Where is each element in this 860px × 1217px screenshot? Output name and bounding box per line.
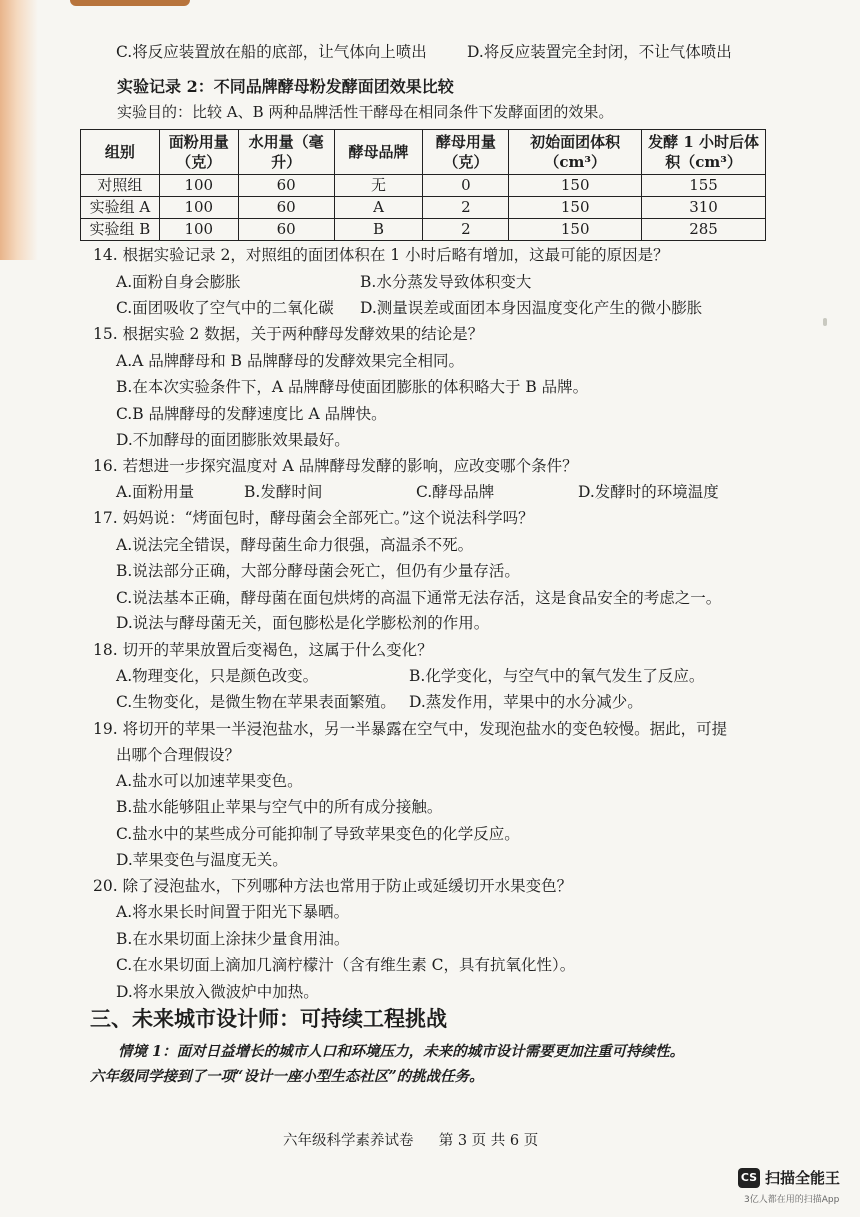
table-cell: 100	[159, 175, 238, 197]
table-cell: 150	[509, 197, 642, 219]
q20-option-d: D.将水果放入微波炉中加热。	[116, 983, 319, 1001]
page-edge-shadow	[0, 0, 38, 260]
table-cell: 285	[642, 219, 766, 241]
table-header-row	[81, 130, 766, 175]
table-cell: 310	[642, 197, 766, 219]
q15-option-c: C.B 品牌酵母的发酵速度比 A 品牌快。	[116, 405, 387, 423]
experiment-table	[80, 129, 766, 241]
q18-option-c: C.生物变化，是微生物在苹果表面繁殖。	[116, 693, 396, 711]
q14-option-a: A.面粉自身会膨胀	[116, 273, 241, 291]
page-footer	[283, 1129, 538, 1150]
table-cell: 60	[238, 175, 334, 197]
table-cell: 无	[334, 175, 423, 197]
table-cell: 100	[159, 197, 238, 219]
q20-stem: 20. 除了浸泡盐水，下列哪种方法也常用于防止或延缓切开水果变色？	[93, 877, 573, 895]
q20-option-b: B.在水果切面上涂抹少量食用油。	[116, 930, 350, 948]
q17-option-b: B.说法部分正确，大部分酵母菌会死亡，但仍有少量存活。	[116, 562, 520, 580]
q19-option-c: C.盐水中的某些成分可能抑制了导致苹果变色的化学反应。	[116, 825, 520, 843]
table-row	[81, 175, 766, 197]
q15-stem: 15. 根据实验 2 数据，关于两种酵母发酵效果的结论是？	[93, 325, 484, 343]
q15-option-b: B.在本次实验条件下，A 品牌酵母使面团膨胀的体积略大于 B 品牌。	[116, 378, 589, 396]
scanner-tagline: 3亿人都在用的扫描App	[744, 1195, 840, 1205]
q14-option-b: B.水分蒸发导致体积变大	[360, 273, 532, 291]
table-cell: B	[334, 219, 423, 241]
camscanner-logo-icon: CS	[738, 1168, 760, 1188]
q15-option-a: A.A 品牌酵母和 B 品牌酵母的发酵效果完全相同。	[116, 352, 464, 370]
q16-option-c: C.酵母品牌	[416, 483, 495, 501]
table-cell: 155	[642, 175, 766, 197]
table-cell: A	[334, 197, 423, 219]
table-row	[81, 197, 766, 219]
header-final-volume: 发酵 1 小时后体积（cm³）	[642, 130, 766, 175]
q19-option-d: D.苹果变色与温度无关。	[116, 851, 288, 869]
header-yeast-brand: 酵母品牌	[334, 130, 423, 175]
header-water: 水用量（毫升）	[238, 130, 334, 175]
q13-option-d: D.将反应装置完全封闭，不让气体喷出	[467, 43, 732, 61]
table-row	[81, 219, 766, 241]
q20-option-c: C.在水果切面上滴加几滴柠檬汁（含有维生素 C，具有抗氧化性）。	[116, 956, 576, 974]
record2-title: 实验记录 2：不同品牌酵母粉发酵面团效果比较	[117, 77, 454, 96]
q15-option-d: D.不加酵母的面团膨胀效果最好。	[116, 431, 350, 449]
table-cell: 0	[423, 175, 509, 197]
q16-option-a: A.面粉用量	[116, 483, 195, 501]
q13-option-c: C.将反应装置放在船的底部，让气体向上喷出	[116, 43, 427, 61]
q16-option-d: D.发酵时的环境温度	[578, 483, 719, 501]
q14-option-d: D.测量误差或面团本身因温度变化产生的微小膨胀	[360, 299, 703, 317]
q17-option-c: C.说法基本正确，酵母菌在面包烘烤的高温下通常无法存活，这是食品安全的考虑之一。	[116, 589, 722, 607]
q19-option-a: A.盐水可以加速苹果变色。	[116, 772, 303, 790]
table-cell: 实验组 B	[81, 219, 160, 241]
table-cell: 实验组 A	[81, 197, 160, 219]
table-cell: 60	[238, 197, 334, 219]
q16-option-b: B.发酵时间	[244, 483, 323, 501]
table-cell: 2	[423, 219, 509, 241]
table-cell: 150	[509, 175, 642, 197]
q17-stem: 17. 妈妈说：“烤面包时，酵母菌会全部死亡。”这个说法科学吗？	[93, 509, 534, 527]
table-cell: 对照组	[81, 175, 160, 197]
scan-speck	[823, 318, 827, 326]
page-edge-mark	[70, 0, 190, 6]
scanner-app-name: 扫描全能王	[765, 1169, 841, 1187]
section3-heading: 三、未来城市设计师：可持续工程挑战	[90, 1006, 447, 1031]
scene1-line2: 六年级同学接到了一项“设计一座小型生态社区”的挑战任务。	[90, 1068, 484, 1085]
table-cell: 2	[423, 197, 509, 219]
header-yeast-amount: 酵母用量（克）	[423, 130, 509, 175]
footer-title: 六年级科学素养试卷	[283, 1133, 414, 1149]
q18-option-d: D.蒸发作用，苹果中的水分减少。	[409, 693, 643, 711]
q18-option-b: B.化学变化，与空气中的氧气发生了反应。	[409, 667, 705, 685]
q20-option-a: A.将水果长时间置于阳光下暴晒。	[116, 903, 350, 921]
q17-option-a: A.说法完全错误，酵母菌生命力很强，高温杀不死。	[116, 536, 474, 554]
q18-stem: 18. 切开的苹果放置后变褐色，这属于什么变化？	[93, 641, 433, 659]
q19-stem-line2: 出哪个合理假设？	[116, 746, 241, 764]
header-initial-volume: 初始面团体积（cm³）	[509, 130, 642, 175]
header-group: 组别	[81, 130, 160, 175]
record2-purpose: 实验目的：比较 A、B 两种品牌活性干酵母在相同条件下发酵面团的效果。	[117, 103, 614, 121]
footer-page-number: 第 3 页 共 6 页	[438, 1133, 539, 1149]
q19-option-b: B.盐水能够阻止苹果与空气中的所有成分接触。	[116, 798, 443, 816]
q18-option-a: A.物理变化，只是颜色改变。	[116, 667, 319, 685]
table-cell: 150	[509, 219, 642, 241]
q16-stem: 16. 若想进一步探究温度对 A 品牌酵母发酵的影响，应改变哪个条件？	[93, 457, 578, 475]
q14-option-c: C.面团吸收了空气中的二氧化碳	[116, 299, 334, 317]
header-flour: 面粉用量（克）	[159, 130, 238, 175]
q19-stem-line1: 19. 将切开的苹果一半浸泡盐水，另一半暴露在空气中，发现泡盐水的变色较慢。据此，可提	[93, 720, 728, 738]
q17-option-d: D.说法与酵母菌无关，面包膨松是化学膨松剂的作用。	[116, 614, 490, 632]
table-cell: 60	[238, 219, 334, 241]
table-cell: 100	[159, 219, 238, 241]
scene1-line1: 情境 1：面对日益增长的城市人口和环境压力，未来的城市设计需要更加注重可持续性。	[118, 1043, 685, 1060]
q14-stem: 14. 根据实验记录 2，对照组的面团体积在 1 小时后略有增加，这最可能的原因是？	[93, 246, 669, 264]
